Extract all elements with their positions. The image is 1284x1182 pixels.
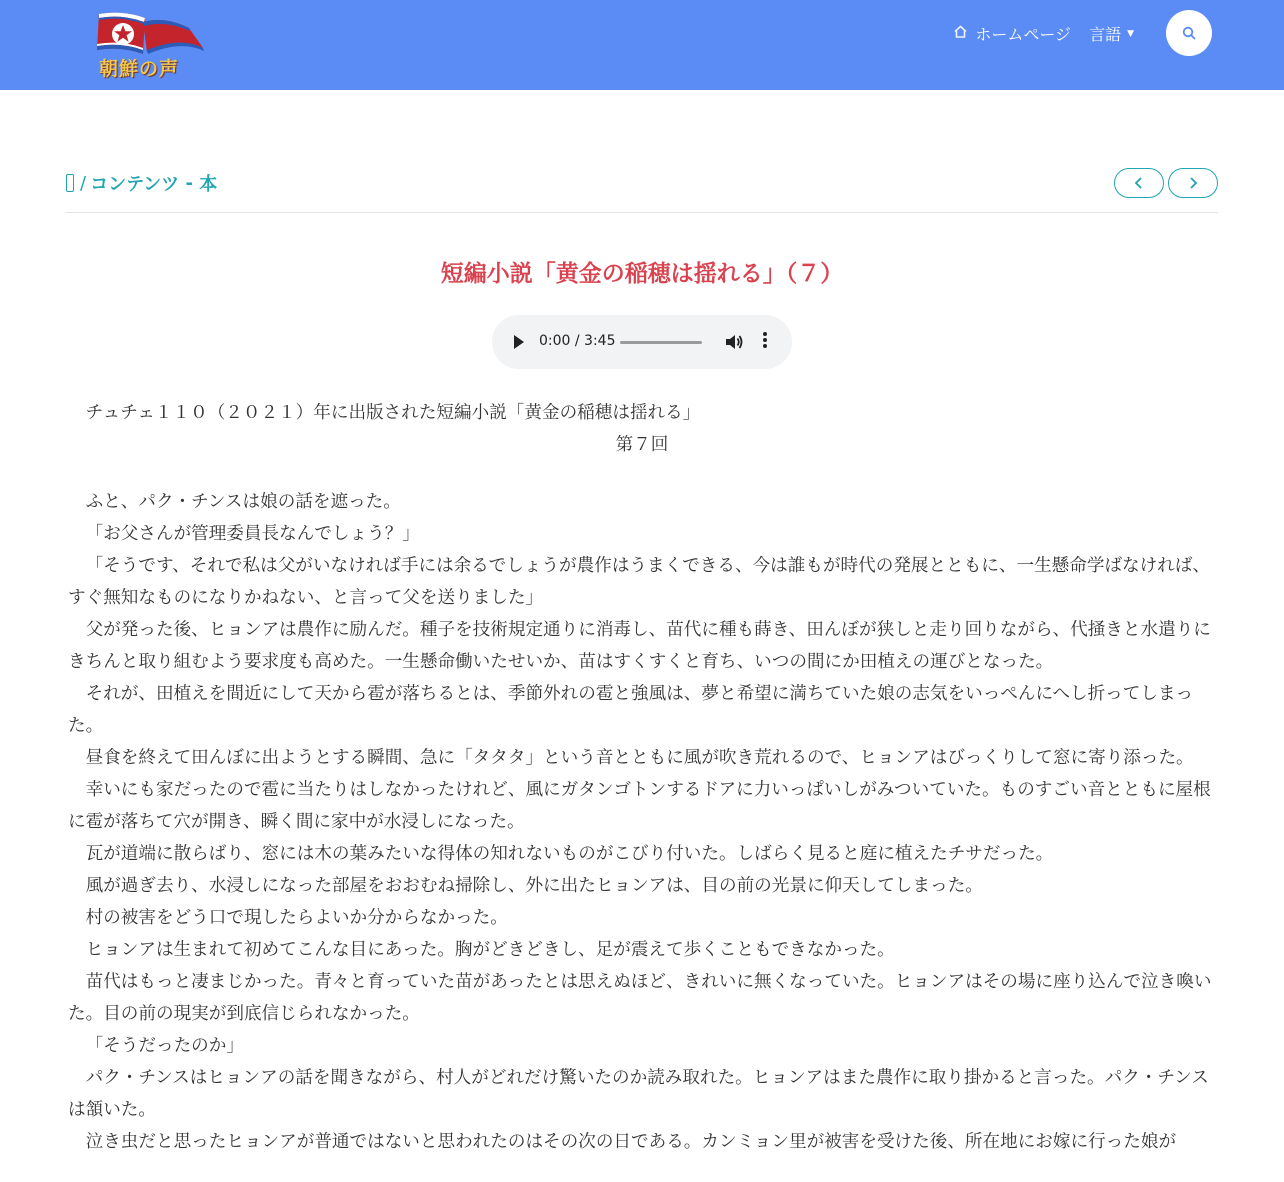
article-paragraph: ふと、パク・チンスは娘の話を遮った。 [85,492,401,512]
prev-article-button[interactable] [1114,168,1164,198]
breadcrumb [66,170,217,196]
audio-seek-bar[interactable] [620,341,702,344]
flag-icon [93,10,209,60]
site-header [0,0,1284,90]
audio-player [492,315,792,369]
article-paragraph: ヒョンアは生まれて初めてこんな目にあった。胸がどきどきし、足が震えて歩くこともできなかった。 [85,940,895,960]
chevron-down-icon: ▼ [1127,28,1134,39]
article-intro: チュチェ１１０（２０２１）年に出版された短編小説「黄金の稲穂は揺れる」 [85,403,701,423]
article-paragraph: 風が過ぎ去り、水浸しになった部屋をおおむね掃除し、外に出たヒョンアは、目の前の光景に仰天してしまった。 [85,876,983,896]
article-paragraph: 苗代はもっと凄まじかった。青々と育っていた苗があったとは思えぬほど、きれいに無くなっていた。ヒョンアはその場に座り込んで泣き喚いた。目の前の現実が到底信じられなかった。 [68,972,1212,1024]
breadcrumb-dash: - [185,172,193,194]
article-paragraph: 村の被害をどう口で現したらよいか分からなかった。 [85,908,508,928]
chevron-right-icon [1188,177,1198,189]
article-chapter: 第７回 [615,435,669,455]
main-nav [954,22,1134,45]
article-paragraph: それが、田植えを間近にして天から雹が落ちるとは、季節外れの雹と強風は、夢と希望に満ちていた娘の志気をいっぺんにへし折ってしまった。 [68,684,1194,736]
article-paragraph: 瓦が道端に散らばり、窓には木の葉みたいな得体の知れないものがこびり付いた。しばらく見ると庭に植えたチサだった。 [85,844,1054,864]
divider [66,212,1218,213]
nav-home[interactable] [954,22,1071,45]
audio-time: 0:00 / 3:45 [539,333,616,349]
article-body [68,397,1216,1158]
home-icon [954,25,967,42]
chevron-left-icon [1134,177,1144,189]
article-paragraph: 昼食を終えて田んぼに出ようとする瞬間、急に「タタタ」という音とともに風が吹き荒れるので、ヒョンアはびっくりして窓に寄り添った。 [85,748,1194,768]
volume-icon[interactable] [724,333,744,351]
article-paragraph: 「お父さんが管理委員長なんでしょう？」 [85,524,420,544]
article-paragraph: パク・チンスはヒョンアの話を聞きながら、村人がどれだけ驚いたのか読み取れた。ヒョンアはまた農作に取り掛かると言った。パク・チンスは頷いた。 [68,1068,1209,1120]
breadcrumb-section[interactable]: コンテンツ [90,174,180,195]
search-button[interactable] [1166,10,1212,56]
nav-home-label: ホームページ [975,25,1072,44]
play-icon[interactable] [514,335,524,349]
more-options-icon[interactable] [762,332,768,352]
home-icon[interactable] [66,174,74,192]
site-logo[interactable] [93,10,209,82]
search-icon [1182,26,1196,40]
article-paragraph: 父が発った後、ヒョンアは農作に励んだ。種子を技術規定通りに消毒し、苗代に種も蒔き、田んぼが狭しと走り回りながら、代掻きと水遣りにきちんと取り組むよう要求度も高めた。一生懸命働いたせいか、苗はすくすくと育ち、いつの間にか田植えの運びとなった。 [68,620,1211,672]
nav-language-label: 言語 [1089,25,1122,44]
article-paragraph: 幸いにも家だったので雹に当たりはしなかったけれど、風にガタンゴトンするドアに力いっぱいしがみついていた。ものすごい音とともに屋根に雹が落ちて穴が開き、瞬く間に家中が水浸しになった。 [68,780,1211,832]
article-paragraph: 泣き虫だと思ったヒョンアが普通ではないと思われたのはその次の日である。カンミョン里が被害を受けた後、所在地にお嫁に行った娘が [85,1132,1177,1152]
article-paragraph: 「そうだったのか」 [85,1036,244,1056]
article-paragraph: 「そうです、それで私は父がいなければ手には余るでしょうが農作はうまくできる、今は誰もが時代の発展とともに、一生懸命学ばなければ、すぐ無知なものになりかねない、と言って父を送りました」 [68,556,1211,608]
next-article-button[interactable] [1168,168,1218,198]
article-title: 短編小説「黄金の稲穂は揺れる」（７） [440,261,844,287]
nav-language[interactable] [1089,22,1134,45]
breadcrumb-current: 本 [199,174,218,195]
breadcrumb-separator: / [80,172,87,194]
logo-text: 朝鮮の声 [99,58,180,80]
